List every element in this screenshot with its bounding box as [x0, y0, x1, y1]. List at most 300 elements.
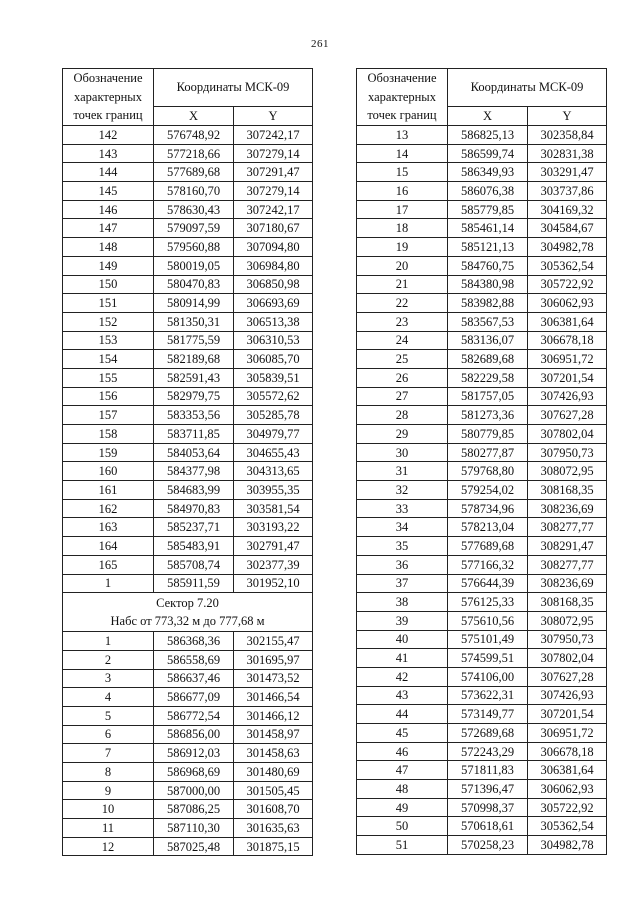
- table-row: [63, 499, 313, 518]
- table-row: [63, 462, 313, 481]
- point-number-cell: 49: [357, 798, 448, 817]
- table-row: [63, 312, 313, 331]
- point-number-cell: 17: [357, 200, 448, 219]
- x-coordinate-cell: 576748,92: [154, 126, 234, 145]
- point-number-cell: 5: [63, 706, 154, 725]
- table-row: [357, 425, 607, 444]
- table-row: [63, 669, 313, 688]
- table-row: [63, 126, 313, 145]
- y-coordinate-cell: 303291,47: [528, 163, 607, 182]
- point-number-cell: 8: [63, 763, 154, 782]
- y-coordinate-cell: 304313,65: [234, 462, 313, 481]
- table-row: [357, 537, 607, 556]
- y-coordinate-cell: 307242,17: [234, 126, 313, 145]
- point-number-cell: 47: [357, 761, 448, 780]
- point-number-cell: 29: [357, 425, 448, 444]
- y-coordinate-cell: 301473,52: [234, 669, 313, 688]
- y-coordinate-cell: 305362,54: [528, 817, 607, 836]
- x-coordinate-cell: 574599,51: [448, 649, 528, 668]
- table-row: [357, 742, 607, 761]
- table-row: [357, 294, 607, 313]
- x-coordinate-cell: 579560,88: [154, 238, 234, 257]
- table-row: [63, 350, 313, 369]
- point-number-cell: 39: [357, 611, 448, 630]
- y-coordinate-cell: 308168,35: [528, 481, 607, 500]
- y-coordinate-cell: 301466,12: [234, 706, 313, 725]
- point-number-cell: 145: [63, 182, 154, 201]
- y-coordinate-cell: 307627,28: [528, 406, 607, 425]
- x-coordinate-cell: 587025,48: [154, 837, 234, 856]
- x-coordinate-cell: 587086,25: [154, 800, 234, 819]
- table-row: [63, 443, 313, 462]
- y-coordinate-cell: 307180,67: [234, 219, 313, 238]
- table-row: [63, 294, 313, 313]
- y-coordinate-cell: 301695,97: [234, 650, 313, 669]
- table-row: [357, 182, 607, 201]
- y-coordinate-cell: 304982,78: [528, 836, 607, 855]
- x-coordinate-cell: 585121,13: [448, 238, 528, 257]
- point-number-cell: 40: [357, 630, 448, 649]
- x-coordinate-cell: 585237,71: [154, 518, 234, 537]
- point-number-cell: 22: [357, 294, 448, 313]
- y-coordinate-cell: 302831,38: [528, 144, 607, 163]
- point-number-cell: 150: [63, 275, 154, 294]
- table-row: [63, 555, 313, 574]
- y-coordinate-cell: 305722,92: [528, 275, 607, 294]
- y-coordinate-cell: 304979,77: [234, 425, 313, 444]
- table-row: [357, 126, 607, 145]
- y-coordinate-cell: 301952,10: [234, 574, 313, 593]
- table-row: [63, 144, 313, 163]
- table-row: [63, 837, 313, 856]
- x-coordinate-cell: 580019,05: [154, 256, 234, 275]
- x-coordinate-cell: 584380,98: [448, 275, 528, 294]
- y-coordinate-cell: 307094,80: [234, 238, 313, 257]
- x-coordinate-cell: 581350,31: [154, 312, 234, 331]
- y-coordinate-cell: 307279,14: [234, 144, 313, 163]
- point-number-cell: 2: [63, 650, 154, 669]
- y-coordinate-cell: 306062,93: [528, 294, 607, 313]
- x-coordinate-cell: 584053,64: [154, 443, 234, 462]
- y-coordinate-cell: 306678,18: [528, 742, 607, 761]
- y-coordinate-cell: 308072,95: [528, 462, 607, 481]
- point-number-cell: 6: [63, 725, 154, 744]
- y-coordinate-cell: 306693,69: [234, 294, 313, 313]
- table-row: [357, 611, 607, 630]
- y-coordinate-cell: 308236,69: [528, 574, 607, 593]
- y-coordinate-cell: 308277,77: [528, 518, 607, 537]
- point-number-cell: 30: [357, 443, 448, 462]
- point-number-cell: 158: [63, 425, 154, 444]
- y-coordinate-cell: 306984,80: [234, 256, 313, 275]
- table-row: [63, 650, 313, 669]
- y-coordinate-cell: 307426,93: [528, 387, 607, 406]
- x-coordinate-cell: 580470,83: [154, 275, 234, 294]
- y-coordinate-cell: 306381,64: [528, 312, 607, 331]
- x-coordinate-cell: 584683,99: [154, 481, 234, 500]
- y-coordinate-cell: 306951,72: [528, 350, 607, 369]
- y-coordinate-cell: 301458,63: [234, 744, 313, 763]
- y-coordinate-cell: 301466,54: [234, 688, 313, 707]
- sector-row: [63, 593, 313, 632]
- point-number-cell: 159: [63, 443, 154, 462]
- x-coordinate-cell: 586912,03: [154, 744, 234, 763]
- point-number-cell: 37: [357, 574, 448, 593]
- x-coordinate-cell: 586968,69: [154, 763, 234, 782]
- table-row: [63, 706, 313, 725]
- table-row: [357, 649, 607, 668]
- point-number-cell: 165: [63, 555, 154, 574]
- x-coordinate-cell: 571811,83: [448, 761, 528, 780]
- point-number-cell: 1: [63, 574, 154, 593]
- x-coordinate-cell: 577689,68: [448, 537, 528, 556]
- x-coordinate-cell: 586856,00: [154, 725, 234, 744]
- y-coordinate-cell: 308277,77: [528, 555, 607, 574]
- table-row: [357, 817, 607, 836]
- y-coordinate-cell: 305285,78: [234, 406, 313, 425]
- y-column-header: Y: [528, 107, 607, 126]
- x-coordinate-cell: 577218,66: [154, 144, 234, 163]
- point-number-cell: 163: [63, 518, 154, 537]
- x-coordinate-cell: 583982,88: [448, 294, 528, 313]
- point-number-cell: 15: [357, 163, 448, 182]
- table-row: [357, 667, 607, 686]
- table-row: [63, 574, 313, 593]
- y-coordinate-cell: 307279,14: [234, 182, 313, 201]
- point-number-cell: 146: [63, 200, 154, 219]
- table-row: [357, 163, 607, 182]
- point-number-cell: 24: [357, 331, 448, 350]
- y-coordinate-cell: 308072,95: [528, 611, 607, 630]
- point-number-cell: 10: [63, 800, 154, 819]
- x-coordinate-cell: 582189,68: [154, 350, 234, 369]
- x-coordinate-cell: 580277,87: [448, 443, 528, 462]
- table-row: [63, 219, 313, 238]
- point-number-cell: 18: [357, 219, 448, 238]
- x-coordinate-cell: 585911,59: [154, 574, 234, 593]
- table-row: [63, 406, 313, 425]
- x-coordinate-cell: 586076,38: [448, 182, 528, 201]
- y-coordinate-cell: 301608,70: [234, 800, 313, 819]
- table-row: [63, 781, 313, 800]
- x-coordinate-cell: 580779,85: [448, 425, 528, 444]
- right-rows: [357, 126, 607, 855]
- page-number: 261: [311, 38, 329, 50]
- x-coordinate-cell: 579097,59: [154, 219, 234, 238]
- x-coordinate-cell: 579768,80: [448, 462, 528, 481]
- x-coordinate-cell: 578734,96: [448, 499, 528, 518]
- table-row: [357, 686, 607, 705]
- x-coordinate-cell: 584377,98: [154, 462, 234, 481]
- table-row: [63, 387, 313, 406]
- y-coordinate-cell: 307950,73: [528, 443, 607, 462]
- x-column-header: X: [448, 107, 528, 126]
- x-coordinate-cell: 578213,04: [448, 518, 528, 537]
- point-number-cell: 143: [63, 144, 154, 163]
- point-number-cell: 151: [63, 294, 154, 313]
- y-coordinate-cell: 301480,69: [234, 763, 313, 782]
- point-number-cell: 12: [63, 837, 154, 856]
- x-coordinate-cell: 584760,75: [448, 256, 528, 275]
- point-number-cell: 38: [357, 593, 448, 612]
- y-coordinate-cell: 307950,73: [528, 630, 607, 649]
- point-number-cell: 32: [357, 481, 448, 500]
- x-coordinate-cell: 582591,43: [154, 368, 234, 387]
- point-number-cell: 51: [357, 836, 448, 855]
- table-row: [357, 312, 607, 331]
- y-coordinate-cell: 306381,64: [528, 761, 607, 780]
- y-coordinate-cell: 307802,04: [528, 425, 607, 444]
- point-number-cell: 3: [63, 669, 154, 688]
- designation-header: Обозначение характерных точек границ: [357, 69, 448, 126]
- point-number-cell: 42: [357, 667, 448, 686]
- designation-header: Обозначение характерных точек границ: [63, 69, 154, 126]
- table-row: [63, 518, 313, 537]
- x-coordinate-cell: 578630,43: [154, 200, 234, 219]
- y-coordinate-cell: 308236,69: [528, 499, 607, 518]
- x-coordinate-cell: 586558,69: [154, 650, 234, 669]
- point-number-cell: 152: [63, 312, 154, 331]
- table-row: [357, 574, 607, 593]
- point-number-cell: 162: [63, 499, 154, 518]
- x-coordinate-cell: 586677,09: [154, 688, 234, 707]
- y-coordinate-cell: 307242,17: [234, 200, 313, 219]
- x-coordinate-cell: 579254,02: [448, 481, 528, 500]
- table-row: [63, 744, 313, 763]
- x-coordinate-cell: 577166,32: [448, 555, 528, 574]
- y-coordinate-cell: 306513,38: [234, 312, 313, 331]
- x-coordinate-cell: 586349,93: [448, 163, 528, 182]
- y-coordinate-cell: 306062,93: [528, 780, 607, 799]
- x-coordinate-cell: 575610,56: [448, 611, 528, 630]
- table-row: [357, 462, 607, 481]
- table-row: [357, 144, 607, 163]
- point-number-cell: 26: [357, 368, 448, 387]
- x-coordinate-cell: 585461,14: [448, 219, 528, 238]
- x-coordinate-cell: 583353,56: [154, 406, 234, 425]
- point-number-cell: 46: [357, 742, 448, 761]
- x-coordinate-cell: 576644,39: [448, 574, 528, 593]
- x-coordinate-cell: 582979,75: [154, 387, 234, 406]
- table-row: [357, 780, 607, 799]
- point-number-cell: 154: [63, 350, 154, 369]
- table-row: [357, 368, 607, 387]
- table-row: [357, 350, 607, 369]
- y-coordinate-cell: 308168,35: [528, 593, 607, 612]
- x-coordinate-cell: 586368,36: [154, 632, 234, 651]
- x-coordinate-cell: 582689,68: [448, 350, 528, 369]
- y-coordinate-cell: 306850,98: [234, 275, 313, 294]
- x-coordinate-cell: 575101,49: [448, 630, 528, 649]
- point-number-cell: 13: [357, 126, 448, 145]
- point-number-cell: 33: [357, 499, 448, 518]
- x-coordinate-cell: 576125,33: [448, 593, 528, 612]
- table-row: [357, 705, 607, 724]
- sector-subtitle: Набс от 773,32 м до 777,68 м: [110, 614, 265, 629]
- table-row: [357, 331, 607, 350]
- table-row: [357, 724, 607, 743]
- table-row: [63, 800, 313, 819]
- x-coordinate-cell: 570618,61: [448, 817, 528, 836]
- point-number-cell: 155: [63, 368, 154, 387]
- x-coordinate-cell: 583136,07: [448, 331, 528, 350]
- x-coordinate-cell: 586599,74: [448, 144, 528, 163]
- x-coordinate-cell: 587110,30: [154, 819, 234, 838]
- x-coordinate-cell: 581775,59: [154, 331, 234, 350]
- y-coordinate-cell: 302791,47: [234, 537, 313, 556]
- x-coordinate-cell: 573622,31: [448, 686, 528, 705]
- y-coordinate-cell: 302155,47: [234, 632, 313, 651]
- point-number-cell: 149: [63, 256, 154, 275]
- point-number-cell: 16: [357, 182, 448, 201]
- y-coordinate-cell: 308291,47: [528, 537, 607, 556]
- y-coordinate-cell: 307802,04: [528, 649, 607, 668]
- point-number-cell: 19: [357, 238, 448, 257]
- y-coordinate-cell: 301505,45: [234, 781, 313, 800]
- table-row: [63, 763, 313, 782]
- table-row: [357, 238, 607, 257]
- table-row: [357, 406, 607, 425]
- point-number-cell: 147: [63, 219, 154, 238]
- y-coordinate-cell: 305572,62: [234, 387, 313, 406]
- table-row: [63, 163, 313, 182]
- left-rows-after-sector: [63, 632, 313, 856]
- y-coordinate-cell: 303737,86: [528, 182, 607, 201]
- x-coordinate-cell: 585779,85: [448, 200, 528, 219]
- point-number-cell: 31: [357, 462, 448, 481]
- y-coordinate-cell: 306678,18: [528, 331, 607, 350]
- x-coordinate-cell: 583567,53: [448, 312, 528, 331]
- y-coordinate-cell: 302377,39: [234, 555, 313, 574]
- table-row: [357, 219, 607, 238]
- table-row: [357, 836, 607, 855]
- x-coordinate-cell: 587000,00: [154, 781, 234, 800]
- x-coordinate-cell: 586637,46: [154, 669, 234, 688]
- y-coordinate-cell: 301635,63: [234, 819, 313, 838]
- point-number-cell: 20: [357, 256, 448, 275]
- x-coordinate-cell: 585483,91: [154, 537, 234, 556]
- point-number-cell: 14: [357, 144, 448, 163]
- y-coordinate-cell: 301458,97: [234, 725, 313, 744]
- x-coordinate-cell: 573149,77: [448, 705, 528, 724]
- point-number-cell: 45: [357, 724, 448, 743]
- point-number-cell: 25: [357, 350, 448, 369]
- table-row: [357, 275, 607, 294]
- y-coordinate-cell: 307426,93: [528, 686, 607, 705]
- coordinates-header: Координаты МСК-09: [448, 69, 607, 107]
- table-row: [63, 331, 313, 350]
- sector-heading: [63, 593, 313, 632]
- y-column-header: Y: [234, 107, 313, 126]
- table-row: [357, 443, 607, 462]
- table-row: [63, 481, 313, 500]
- x-column-header: X: [154, 107, 234, 126]
- point-number-cell: 7: [63, 744, 154, 763]
- x-coordinate-cell: 572243,29: [448, 742, 528, 761]
- coordinates-header: Координаты МСК-09: [154, 69, 313, 107]
- y-coordinate-cell: 306085,70: [234, 350, 313, 369]
- y-coordinate-cell: 303193,22: [234, 518, 313, 537]
- table-row: [357, 256, 607, 275]
- y-coordinate-cell: 304982,78: [528, 238, 607, 257]
- x-coordinate-cell: 578160,70: [154, 182, 234, 201]
- table-row: [357, 630, 607, 649]
- table-row: [63, 537, 313, 556]
- point-number-cell: 23: [357, 312, 448, 331]
- point-number-cell: 9: [63, 781, 154, 800]
- y-coordinate-cell: 301875,15: [234, 837, 313, 856]
- y-coordinate-cell: 302358,84: [528, 126, 607, 145]
- point-number-cell: 44: [357, 705, 448, 724]
- point-number-cell: 153: [63, 331, 154, 350]
- point-number-cell: 11: [63, 819, 154, 838]
- point-number-cell: 27: [357, 387, 448, 406]
- x-coordinate-cell: 571396,47: [448, 780, 528, 799]
- point-number-cell: 48: [357, 780, 448, 799]
- point-number-cell: 34: [357, 518, 448, 537]
- point-number-cell: 21: [357, 275, 448, 294]
- table-row: [357, 499, 607, 518]
- point-number-cell: 161: [63, 481, 154, 500]
- x-coordinate-cell: 581757,05: [448, 387, 528, 406]
- table-row: [63, 182, 313, 201]
- point-number-cell: 142: [63, 126, 154, 145]
- table-row: [63, 238, 313, 257]
- x-coordinate-cell: 582229,58: [448, 368, 528, 387]
- point-number-cell: 35: [357, 537, 448, 556]
- x-coordinate-cell: 584970,83: [154, 499, 234, 518]
- x-coordinate-cell: 570998,37: [448, 798, 528, 817]
- y-coordinate-cell: 307627,28: [528, 667, 607, 686]
- point-number-cell: 41: [357, 649, 448, 668]
- table-row: [63, 425, 313, 444]
- x-coordinate-cell: 577689,68: [154, 163, 234, 182]
- y-coordinate-cell: 307201,54: [528, 368, 607, 387]
- table-row: [357, 555, 607, 574]
- x-coordinate-cell: 585708,74: [154, 555, 234, 574]
- point-number-cell: 43: [357, 686, 448, 705]
- y-coordinate-cell: 307291,47: [234, 163, 313, 182]
- left-rows-before-sector: [63, 126, 313, 593]
- y-coordinate-cell: 305362,54: [528, 256, 607, 275]
- point-number-cell: 164: [63, 537, 154, 556]
- table-row: [63, 368, 313, 387]
- y-coordinate-cell: 307201,54: [528, 705, 607, 724]
- y-coordinate-cell: 304169,32: [528, 200, 607, 219]
- table-row: [357, 798, 607, 817]
- x-coordinate-cell: 581273,36: [448, 406, 528, 425]
- point-number-cell: 50: [357, 817, 448, 836]
- table-row: [357, 200, 607, 219]
- y-coordinate-cell: 304655,43: [234, 443, 313, 462]
- table-row: [357, 518, 607, 537]
- point-number-cell: 157: [63, 406, 154, 425]
- coordinates-table-right: [356, 68, 607, 855]
- x-coordinate-cell: 572689,68: [448, 724, 528, 743]
- point-number-cell: 36: [357, 555, 448, 574]
- table-row: [357, 387, 607, 406]
- y-coordinate-cell: 305722,92: [528, 798, 607, 817]
- table-row: [63, 256, 313, 275]
- table-row: [63, 725, 313, 744]
- y-coordinate-cell: 304584,67: [528, 219, 607, 238]
- point-number-cell: 156: [63, 387, 154, 406]
- table-row: [357, 481, 607, 500]
- point-number-cell: 144: [63, 163, 154, 182]
- table-row: [357, 761, 607, 780]
- table-row: [63, 200, 313, 219]
- x-coordinate-cell: 583711,85: [154, 425, 234, 444]
